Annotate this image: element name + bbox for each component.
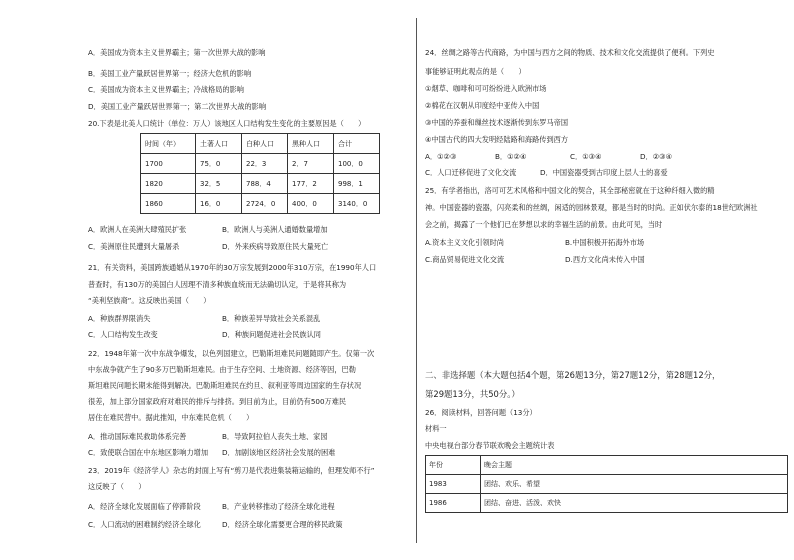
- table-cell: 400．0: [288, 194, 334, 214]
- q24-item: ①烟草、咖啡和可可纷纷进入欧洲市场: [425, 84, 547, 93]
- q20-stem: 20.下表是北美人口统计（单位：万人）该地区人口结构发生变化的主要原因是（ ）: [88, 119, 366, 128]
- q25-option-d: D.西方文化尚未传入中国: [565, 255, 645, 264]
- table-header-cell: 黑种人口: [288, 134, 334, 154]
- table-header-row: [141, 134, 380, 154]
- section-2-heading: 二、非选择题（本大题包括4个题，第26题13分，第27题12分，第28题12分，: [425, 370, 721, 380]
- q19-option-d: D．美国工业产量跃居世界第一；第二次世界大战的影响: [88, 102, 267, 111]
- table-cell: 177．2: [288, 174, 334, 194]
- table-cell: 16．0: [196, 194, 242, 214]
- q22-stem-line: 很差，加上部分国家政府对难民的排斥与排挤。到目前为止，目前仍有500万难民: [88, 397, 347, 406]
- material-label: 材料一: [425, 424, 447, 433]
- table-cell: 1860: [141, 194, 196, 214]
- table-row: [426, 494, 788, 513]
- table-header-cell: 年份: [426, 456, 481, 475]
- table-cell: 2724．0: [242, 194, 288, 214]
- table-row: [141, 194, 380, 214]
- table-row: [141, 154, 380, 174]
- q26-stem: 26．阅读材料，回答问题（13分）: [425, 408, 537, 417]
- q19-option-c: C．美国成为资本主义世界霸主；冷战格局的影响: [88, 85, 244, 94]
- gala-theme-table: [425, 455, 788, 513]
- q22-stem-line: 22．1948年第一次中东战争爆发，以色列国建立，巴勒斯坦难民问题随即产生。仅第一次: [88, 349, 375, 358]
- table-cell: 2．7: [288, 154, 334, 174]
- q23-stem-line: 23．2019年《经济学人》杂志的封面上写有“剪刀是代表进集装箱运输的，但理发师不行”: [88, 466, 375, 475]
- q22-option-c: C．致使联合国在中东地区影响力增加: [88, 448, 209, 457]
- table-header-cell: 土著人口: [196, 134, 242, 154]
- q25-option-a: A.资本主义文化引领时尚: [425, 238, 504, 247]
- q24-option-a: A．①②③: [425, 152, 457, 161]
- q22-stem-line: 斯坦难民问题长期未能得到解决。巴勒斯坦难民在约旦、叙利亚等周边国家的生存状况: [88, 381, 362, 390]
- q25-option-b: B.中国积极开拓海外市场: [565, 238, 645, 247]
- table-cell: 100．0: [334, 154, 380, 174]
- table-row: [426, 475, 788, 494]
- q24-stem-line: 事能够证明此观点的是（ ）: [425, 67, 526, 76]
- q22-option-a: A．推动国际难民救助体系完善: [88, 432, 187, 441]
- q21-option-a: A．种族群界限消失: [88, 314, 151, 323]
- q22-stem-line: 中东战争就产生了90多万巴勒斯坦难民。由于生存空间、土地资源、经济等因，巴勒: [88, 365, 356, 374]
- q21-stem-line: 21．有关资料，美国跨族通婚从1970年的30万宗发展到2000年310万宗，在1990年人口: [88, 263, 377, 272]
- q20-option-b: B．欧洲人与美洲人通婚数量增加: [222, 225, 328, 234]
- q19-option-a: A．美国成为资本主义世界霸主；第一次世界大战的影响: [88, 48, 266, 57]
- table-header-cell: 晚会主题: [481, 456, 788, 475]
- table-cell: 998．1: [334, 174, 380, 194]
- q23-option-c: C．人口流动的困难制约经济全球化: [88, 520, 201, 529]
- q23-option-a: A．经济全球化发展面临了停滞阶段: [88, 502, 201, 511]
- table-cell: 3140．0: [334, 194, 380, 214]
- table-cell: 788．4: [242, 174, 288, 194]
- q23-option-d: D．经济全球化需要更合理的移民政策: [222, 520, 343, 529]
- q20-option-a: A．欧洲人在美洲大肆殖民扩张: [88, 225, 187, 234]
- q25-stem-line: 会之前，揭露了一个他们已在梦想以求的幸福生活的前景。由此可见，当时: [425, 220, 663, 229]
- q25-stem-line: 神。中国瓷器的瓷器，闪亮柔和的丝绸，闲适的园林景观，都是当时的时尚。正如伏尔泰的18世纪欧洲社: [425, 203, 758, 212]
- table-cell: 团结、欢乐、希望: [481, 475, 788, 494]
- table-cell: 1700: [141, 154, 196, 174]
- q19-option-b: B．美国工业产量跃居世界第一；经济大危机的影响: [88, 69, 252, 78]
- table-cell: 32．5: [196, 174, 242, 194]
- q24-stem-line: 24．丝绸之路等古代商路，为中国与西方之间的物质、技术和文化交流提供了便利。下列史: [425, 48, 715, 57]
- q21-stem-line: “美利坚族裔”。这反映出美国（ ）: [88, 296, 211, 305]
- table-cell: 22．3: [242, 154, 288, 174]
- q22-option-d: D．加剧该地区经济社会发展的困难: [222, 448, 336, 457]
- table-header-cell: 合计: [334, 134, 380, 154]
- q24-footnote-c: C．人口迁移促进了文化交流: [425, 168, 517, 177]
- q21-stem-line: 普查时，有130万的美国白人因理不清多种族血统而无法确切认定，于是将其称为: [88, 280, 347, 289]
- q25-option-c: C.商品贸易促进文化交流: [425, 255, 505, 264]
- table-header-row: [426, 456, 788, 475]
- q24-item: ④中国古代的四大发明经陆路和海路传到西方: [425, 135, 569, 144]
- q24-option-d: D．②③④: [640, 152, 673, 161]
- q20-option-c: C．美洲原住民遭到大量屠杀: [88, 242, 180, 251]
- table-title: 中央电视台部分春节联欢晚会主题统计表: [425, 441, 555, 450]
- q21-option-c: C．人口结构发生改变: [88, 330, 158, 339]
- q21-option-b: B．种族差异导致社会关系混乱: [222, 314, 321, 323]
- q24-option-b: B．①②④: [495, 152, 527, 161]
- section-2-heading-cont: 第29题13分，共50分。）: [425, 389, 520, 399]
- table-cell: 团结、奋进、活泼、欢快: [481, 494, 788, 513]
- q24-footnote-d: D．中国瓷器受到古印度上层人士的喜爱: [540, 168, 668, 177]
- population-table: [140, 133, 380, 214]
- q22-option-b: B．导致阿拉伯人丧失土地、家园: [222, 432, 328, 441]
- table-header-cell: 时间（年）: [141, 134, 196, 154]
- q24-option-c: C．①③④: [570, 152, 602, 161]
- q24-item: ③中国的养蚕和缫丝技术逐渐传到东罗马帝国: [425, 118, 569, 127]
- q23-stem-line: 这反映了（ ）: [88, 482, 146, 491]
- table-cell: 1986: [426, 494, 481, 513]
- q21-option-d: D．种族问题促进社会民族认同: [222, 330, 321, 339]
- q23-option-b: B．产业转移推动了经济全球化进程: [222, 502, 335, 511]
- q25-stem-line: 25．有学者指出，洛可可艺术风格和中国文化的契合，其全部秘密就在于这种纤细入微的精: [425, 186, 715, 195]
- table-row: [141, 174, 380, 194]
- q22-stem-line: 居住在难民营中。据此推知，中东难民危机（ ）: [88, 413, 254, 422]
- table-cell: 1983: [426, 475, 481, 494]
- table-header-cell: 白种人口: [242, 134, 288, 154]
- table-cell: 1820: [141, 174, 196, 194]
- column-divider: [416, 18, 417, 543]
- table-cell: 75．0: [196, 154, 242, 174]
- q20-option-d: D．外来疾病导致原住民大量死亡: [222, 242, 329, 251]
- q24-item: ②棉花在汉朝从印度经中亚传入中国: [425, 101, 540, 110]
